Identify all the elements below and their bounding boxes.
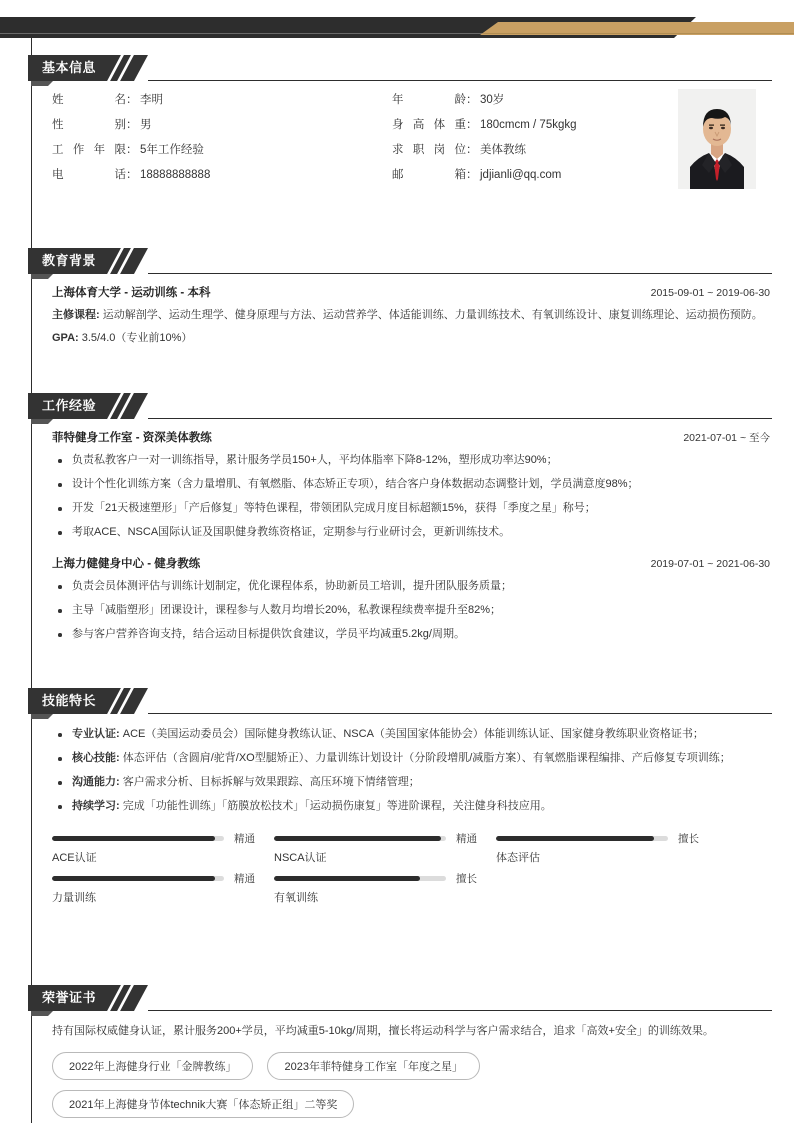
skill-bar-line (496, 831, 718, 845)
skill-label: 专业认证: (72, 728, 120, 740)
info-value-position: 美体教练 (480, 144, 526, 156)
work-date: 2021-07-01 ~ 至今 (683, 432, 770, 444)
info-colon: ： (126, 94, 138, 106)
info-label-char: 箱 (454, 169, 466, 181)
info-label (392, 116, 466, 132)
gpa-paragraph (52, 328, 770, 349)
info-label-char: 位 (454, 144, 466, 156)
school-name: 上海体育大学 (52, 287, 121, 299)
skill-bar-line (52, 831, 274, 845)
skill-bar-line (274, 871, 496, 885)
info-label (392, 91, 466, 107)
work-entry-spacer (52, 546, 770, 555)
info-label-char: 限 (114, 144, 126, 156)
info-colon: ： (126, 144, 138, 156)
work-entry-header (52, 429, 770, 445)
info-label-char: 工 (52, 144, 64, 156)
info-row (52, 166, 392, 191)
skill-bar-track (52, 836, 224, 841)
education-entry-header (52, 284, 770, 300)
section-header-skills (28, 688, 158, 714)
info-colon: ： (466, 119, 478, 131)
skill-label: 沟通能力: (72, 776, 120, 788)
education-date: 2015-09-01 ~ 2019-06-30 (650, 287, 770, 299)
list-item: 开发「21天极速塑形」「产后修复」等特色课程，带领团队完成月度目标超额15%，获得「季度之星」称号； (52, 498, 770, 519)
section-work-experience (28, 393, 772, 648)
section-rule (148, 1010, 772, 1011)
work-bullets (52, 576, 770, 645)
skill-text: 完成「功能性训练」「筋膜放松技术」「运动损伤康复」等进阶课程，关注健身科技应用。 (119, 800, 552, 812)
skill-bar-name: ACE认证 (52, 852, 97, 864)
title-separator: - (121, 287, 132, 299)
section-title: 技能特长 (42, 693, 97, 708)
info-label-char: 龄 (454, 94, 466, 106)
info-row (52, 141, 392, 166)
info-label (52, 141, 126, 157)
skill-bar-item (52, 831, 274, 865)
skills-body (28, 714, 772, 905)
list-item (52, 772, 770, 793)
info-label-char: 身 (392, 119, 404, 131)
section-education (28, 248, 772, 351)
section-title: 基本信息 (42, 60, 97, 75)
list-item: 参与客户营养咨询支持，结合运动目标提供饮食建议，学员平均减重5.2kg/周期。 (52, 624, 770, 645)
skill-bar-fill (52, 876, 215, 881)
skill-bar-level: 擅长 (678, 832, 699, 845)
honor-pill: 2022年上海健身行业「金牌教练」 (52, 1052, 253, 1080)
skill-text: 客户需求分析、目标拆解与效果跟踪、高压环境下情绪管理； (119, 776, 420, 788)
info-colon: ： (466, 169, 478, 181)
skill-label: 持续学习: (72, 800, 120, 812)
list-item (52, 796, 770, 817)
avatar (678, 89, 756, 189)
section-title: 工作经验 (42, 398, 97, 413)
skill-bar-item (496, 831, 718, 865)
skill-bar-level: 精通 (234, 872, 255, 885)
skill-bars (52, 831, 770, 905)
info-value-experience: 5年工作经验 (140, 144, 204, 156)
skill-bar-level: 擅长 (456, 872, 477, 885)
skill-bar-item (274, 871, 496, 905)
info-value-phone: 18888888888 (140, 169, 211, 181)
major-name: 运动训练 (131, 287, 178, 299)
section-header-honors (28, 985, 158, 1011)
courses-label: 主修课程: (52, 309, 100, 321)
education-body (28, 274, 772, 349)
skill-bar-line (274, 831, 496, 845)
role-name: 健身教练 (154, 558, 201, 570)
info-label-char: 岗 (433, 144, 446, 156)
info-row (52, 91, 392, 116)
info-label-char: 重 (454, 119, 466, 131)
work-bullets (52, 450, 770, 543)
honors-summary: 持有国际权威健身认证，累计服务200+学员，平均减重5-10kg/周期，擅长将运动科学与客户需求结合，追求「高效+安全」的训练效果。 (52, 1025, 714, 1037)
section-title: 教育背景 (42, 253, 97, 268)
list-item (52, 748, 770, 769)
basic-info-grid (52, 91, 770, 191)
info-label-char: 性 (52, 119, 64, 131)
section-skills (28, 688, 772, 905)
banner-gold-hairline (480, 33, 794, 34)
work-date: 2019-07-01 ~ 2021-06-30 (650, 558, 770, 570)
info-value-height-weight: 180cmcm / 75kgkg (480, 119, 577, 131)
info-colon: ： (126, 119, 138, 131)
info-label-char: 名 (114, 94, 126, 106)
skill-bar-item (52, 871, 274, 905)
section-header-education (28, 248, 158, 274)
info-row (52, 116, 392, 141)
skill-bar-fill (52, 836, 215, 841)
skill-bar-name: 有氧训练 (274, 892, 318, 904)
info-label-char: 别 (114, 119, 126, 131)
skill-bar-fill (274, 876, 420, 881)
info-label (52, 166, 126, 182)
info-label-char: 年 (93, 144, 106, 156)
info-colon: ： (466, 144, 478, 156)
skill-bar-level: 精通 (234, 832, 255, 845)
info-value-age: 30岁 (480, 94, 505, 106)
skill-bar-fill (496, 836, 654, 841)
skill-bar-track (274, 836, 446, 841)
honor-pill: 2023年菲特健身工作室「年度之星」 (267, 1052, 479, 1080)
honors-body (28, 1011, 772, 1118)
info-label-char: 职 (412, 144, 425, 156)
honor-pill-list (52, 1052, 752, 1118)
info-value-name: 李明 (140, 94, 163, 106)
skill-bar-line (52, 871, 274, 885)
info-label-char: 求 (392, 144, 404, 156)
honor-pill: 2021年上海健身节体technik大赛「体态矫正组」二等奖 (52, 1090, 354, 1118)
work-body (28, 419, 772, 645)
courses-text: 运动解剖学、运动生理学、健身原理与方法、运动营养学、体适能训练、力量训练技术、有氧训练设计、康复训练理论、运动损伤预防。 (99, 309, 763, 321)
skills-bullets (52, 724, 770, 817)
section-basic-info (28, 55, 772, 191)
list-item: 负责会员体测评估与训练计划制定，优化课程体系，协助新员工培训，提升团队服务质量； (52, 576, 770, 597)
company-name: 菲特健身工作室 (52, 432, 133, 444)
list-item: 考取ACE、NSCA国际认证及国职健身教练资格证，定期参与行业研讨会，更新训练技术。 (52, 522, 770, 543)
role-name: 资深美体教练 (142, 432, 212, 444)
info-label (392, 166, 466, 182)
info-colon: ： (126, 169, 138, 181)
section-rule (148, 418, 772, 419)
info-label-char: 作 (72, 144, 85, 156)
skill-bar-name: 体态评估 (496, 852, 540, 864)
degree-name: 本科 (187, 287, 211, 299)
top-decorative-banner (0, 0, 794, 46)
section-rule (148, 273, 772, 274)
info-value-gender: 男 (140, 119, 152, 131)
info-label-char: 年 (392, 94, 404, 106)
portrait-photo-icon (678, 89, 756, 189)
list-item: 设计个性化训练方案（含力量增肌、有氧燃脂、体态矫正专项），结合客户身体数据动态调整计划，学员满意度98%； (52, 474, 770, 495)
info-label-char: 电 (52, 169, 64, 181)
info-colon: ： (466, 94, 478, 106)
title-separator: - (177, 287, 188, 299)
info-label-char: 邮 (392, 169, 404, 181)
info-label-char: 话 (114, 169, 126, 181)
skill-bar-item (274, 831, 496, 865)
list-item (52, 724, 770, 745)
info-label-char: 高 (412, 119, 425, 131)
skill-text: 体态评估（含圆肩/驼背/XO型腿矫正）、力量训练计划设计（分阶段增肌/减脂方案）、有氧燃脂课程编排、产后修复专项训练； (119, 752, 731, 764)
info-label (392, 141, 466, 157)
title-separator: - (144, 558, 155, 570)
work-entry-header (52, 555, 770, 571)
title-separator: - (132, 432, 143, 444)
skill-bar-fill (274, 836, 441, 841)
courses-paragraph (52, 305, 770, 326)
gpa-label: GPA: (52, 332, 79, 344)
info-label-char: 姓 (52, 94, 64, 106)
gpa-text: 3.5/4.0（专业前10%） (78, 332, 193, 344)
skill-label: 核心技能: (72, 752, 120, 764)
work-title (52, 429, 212, 445)
section-header-basic-info (28, 55, 158, 81)
info-label (52, 91, 126, 107)
education-title (52, 284, 210, 300)
work-title (52, 555, 200, 571)
skill-bar-name: NSCA认证 (274, 852, 327, 864)
skill-bar-track (496, 836, 668, 841)
info-label (52, 116, 126, 132)
section-honors (28, 985, 772, 1118)
company-name: 上海力健健身中心 (52, 558, 144, 570)
work-entry (52, 555, 770, 645)
skill-bar-name: 力量训练 (52, 892, 96, 904)
info-label-char: 体 (433, 119, 446, 131)
skill-bar-level: 精通 (456, 832, 477, 845)
basic-info-body (28, 81, 772, 191)
skill-bar-track (52, 876, 224, 881)
section-title: 荣誉证书 (42, 990, 97, 1005)
section-header-work (28, 393, 158, 419)
list-item: 负责私教客户一对一训练指导，累计服务学员150+人，平均体脂率下降8-12%，塑形成功率达90%； (52, 450, 770, 471)
skill-bar-track (274, 876, 446, 881)
info-value-email: jdjianli@qq.com (480, 169, 562, 181)
skill-text: ACE（美国运动委员会）国际健身教练认证、NSCA（美国国家体能协会）体能训练认证、国家健身教练职业资格证书； (119, 728, 704, 740)
work-entry (52, 429, 770, 543)
list-item: 主导「减脂塑形」团课设计，课程参与人数月均增长20%，私教课程续费率提升至82%； (52, 600, 770, 621)
section-rule (148, 713, 772, 714)
